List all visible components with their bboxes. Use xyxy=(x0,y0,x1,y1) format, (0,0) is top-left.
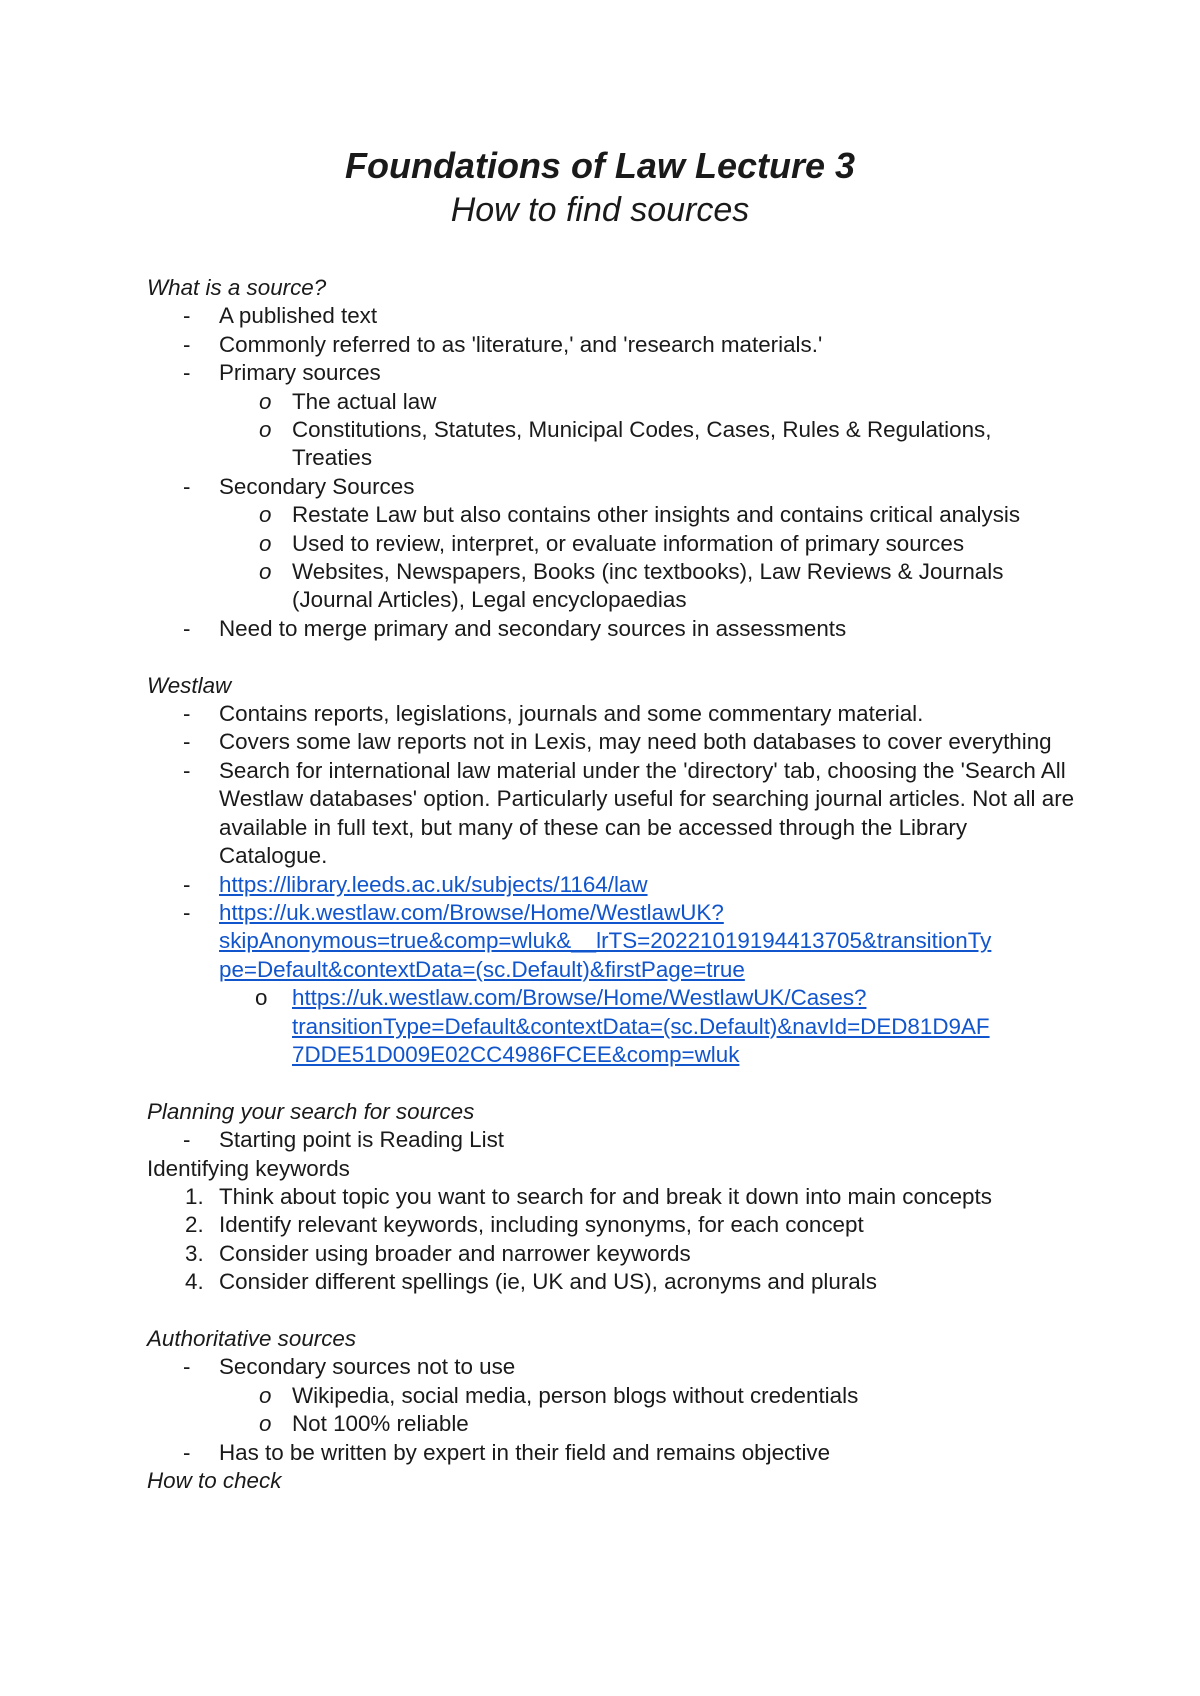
list-item-text: Commonly referred to as 'literature,' and 'research materials.' xyxy=(219,331,823,357)
list-item xyxy=(147,700,1077,728)
library-law-link[interactable]: https://library.leeds.ac.uk/subjects/1164/law xyxy=(219,871,648,897)
sub-list-item xyxy=(147,1410,1077,1438)
sub-list-item xyxy=(147,530,1077,558)
list-item xyxy=(147,1439,1077,1467)
dash-bullet: - xyxy=(183,303,191,329)
list-item xyxy=(147,615,1077,643)
section-heading-westlaw: Westlaw xyxy=(147,672,232,698)
link-line: transitionType=Default&contextData=(sc.Default)&navId=DED81D9AF xyxy=(292,1013,990,1039)
circle-bullet: o xyxy=(259,388,272,414)
document-body xyxy=(147,274,1077,1495)
list-item-text: Starting point is Reading List xyxy=(219,1127,505,1153)
dash-bullet: - xyxy=(183,729,191,755)
link-line: https://uk.westlaw.com/Browse/Home/WestlawUK? xyxy=(219,899,724,925)
dash-bullet: - xyxy=(183,615,191,641)
list-item-text: Wikipedia, social media, person blogs without credentials xyxy=(292,1382,859,1408)
sub-list-item xyxy=(147,501,1077,529)
numbered-item xyxy=(147,1268,1077,1296)
circle-bullet: o xyxy=(259,417,272,443)
section-heading-how-to-check: How to check xyxy=(147,1468,282,1494)
list-item-text: Covers some law reports not in Lexis, may need both databases to cover everything xyxy=(219,729,1052,755)
list-item-text: The actual law xyxy=(292,388,437,414)
circle-bullet: o xyxy=(259,530,272,556)
list-item xyxy=(147,899,1077,984)
list-item xyxy=(147,331,1077,359)
section-heading-authoritative: Authoritative sources xyxy=(147,1325,357,1351)
circle-bullet: o xyxy=(259,502,272,528)
document-subtitle: How to find sources xyxy=(450,191,750,229)
dash-bullet: - xyxy=(183,1354,191,1380)
circle-bullet: o xyxy=(259,1411,272,1437)
circle-bullet: o xyxy=(259,559,272,585)
dash-bullet: - xyxy=(183,899,191,925)
dash-bullet: - xyxy=(183,1439,191,1465)
list-item xyxy=(147,302,1077,330)
list-item xyxy=(147,757,1077,871)
westlaw-cases-link[interactable] xyxy=(292,985,990,1067)
subheading-identifying-keywords: Identifying keywords xyxy=(147,1155,350,1181)
list-item-text: Consider different spellings (ie, UK and US), acronyms and plurals xyxy=(219,1269,877,1295)
list-item-text: Need to merge primary and secondary sources in assessments xyxy=(219,615,847,641)
paragraph-gap xyxy=(147,1069,1077,1097)
list-item-text: Search for international law material under the 'directory' tab, choosing the 'Search All Westlaw databases' option. Particularly useful for searching journal articles. Not all are available in full text, but many of these can be accessed through the Library Catalogue. xyxy=(219,757,1075,869)
list-item-text: Not 100% reliable xyxy=(292,1411,469,1437)
list-item-text: Identify relevant keywords, including synonyms, for each concept xyxy=(219,1212,864,1238)
link-line: https://uk.westlaw.com/Browse/Home/WestlawUK/Cases? xyxy=(292,985,867,1011)
item-number: 1. xyxy=(185,1183,204,1209)
paragraph-gap xyxy=(147,643,1077,671)
sub-list-item xyxy=(147,984,1077,1069)
list-item-text: Consider using broader and narrower keywords xyxy=(219,1240,691,1266)
item-number: 3. xyxy=(185,1240,204,1266)
dash-bullet: - xyxy=(183,473,191,499)
section-heading-what-is-source: What is a source? xyxy=(147,275,327,300)
dash-bullet: - xyxy=(183,701,191,727)
list-item-text: A published text xyxy=(219,303,378,329)
document-title: Foundations of Law Lecture 3 xyxy=(344,145,856,186)
list-item xyxy=(147,871,1077,899)
link-line: 7DDE51D009E02CC4986FCEE&comp=wluk xyxy=(292,1041,740,1067)
list-item-text: Restate Law but also contains other insights and contains critical analysis xyxy=(292,502,1021,528)
item-number: 2. xyxy=(185,1212,204,1238)
item-number: 4. xyxy=(185,1269,204,1295)
dash-bullet: - xyxy=(183,1127,191,1153)
list-item-text: Websites, Newspapers, Books (inc textbooks), Law Reviews & Journals (Journal Articles), Legal encyclopaedias xyxy=(292,559,1004,613)
sub-list-item xyxy=(147,1382,1077,1410)
list-item-text: Used to review, interpret, or evaluate information of primary sources xyxy=(292,530,965,556)
list-item xyxy=(147,728,1077,756)
numbered-item xyxy=(147,1240,1077,1268)
list-item-text: Secondary Sources xyxy=(219,473,415,499)
link-line: pe=Default&contextData=(sc.Default)&firstPage=true xyxy=(219,956,745,982)
list-item-text: Constitutions, Statutes, Municipal Codes, Cases, Rules & Regulations, Treaties xyxy=(292,417,992,471)
paragraph-gap xyxy=(147,1297,1077,1325)
circle-bullet: o xyxy=(255,985,268,1011)
list-item xyxy=(147,1126,1077,1154)
list-item-text: Secondary sources not to use xyxy=(219,1354,516,1380)
link-line: skipAnonymous=true&comp=wluk&__lrTS=20221019194413705&transitionTy xyxy=(219,928,992,954)
sub-list-item xyxy=(147,558,1077,615)
numbered-item xyxy=(147,1183,1077,1211)
dash-bullet: - xyxy=(183,360,191,386)
section-heading-planning: Planning your search for sources xyxy=(147,1098,475,1124)
dash-bullet: - xyxy=(183,757,191,783)
circle-bullet: o xyxy=(259,1382,272,1408)
list-item-text: Has to be written by expert in their field and remains objective xyxy=(219,1439,831,1465)
sub-list-item xyxy=(147,416,1077,473)
sub-list-item xyxy=(147,388,1077,416)
list-item xyxy=(147,359,1077,387)
list-item xyxy=(147,1353,1077,1381)
list-item xyxy=(147,473,1077,501)
dash-bullet: - xyxy=(183,331,191,357)
dash-bullet: - xyxy=(183,871,191,897)
list-item-text: Contains reports, legislations, journals and some commentary material. xyxy=(219,701,924,727)
westlaw-home-link[interactable] xyxy=(219,900,991,982)
list-item-text: Primary sources xyxy=(219,360,381,386)
numbered-item xyxy=(147,1211,1077,1239)
list-item-text: Think about topic you want to search for and break it down into main concepts xyxy=(219,1183,992,1209)
